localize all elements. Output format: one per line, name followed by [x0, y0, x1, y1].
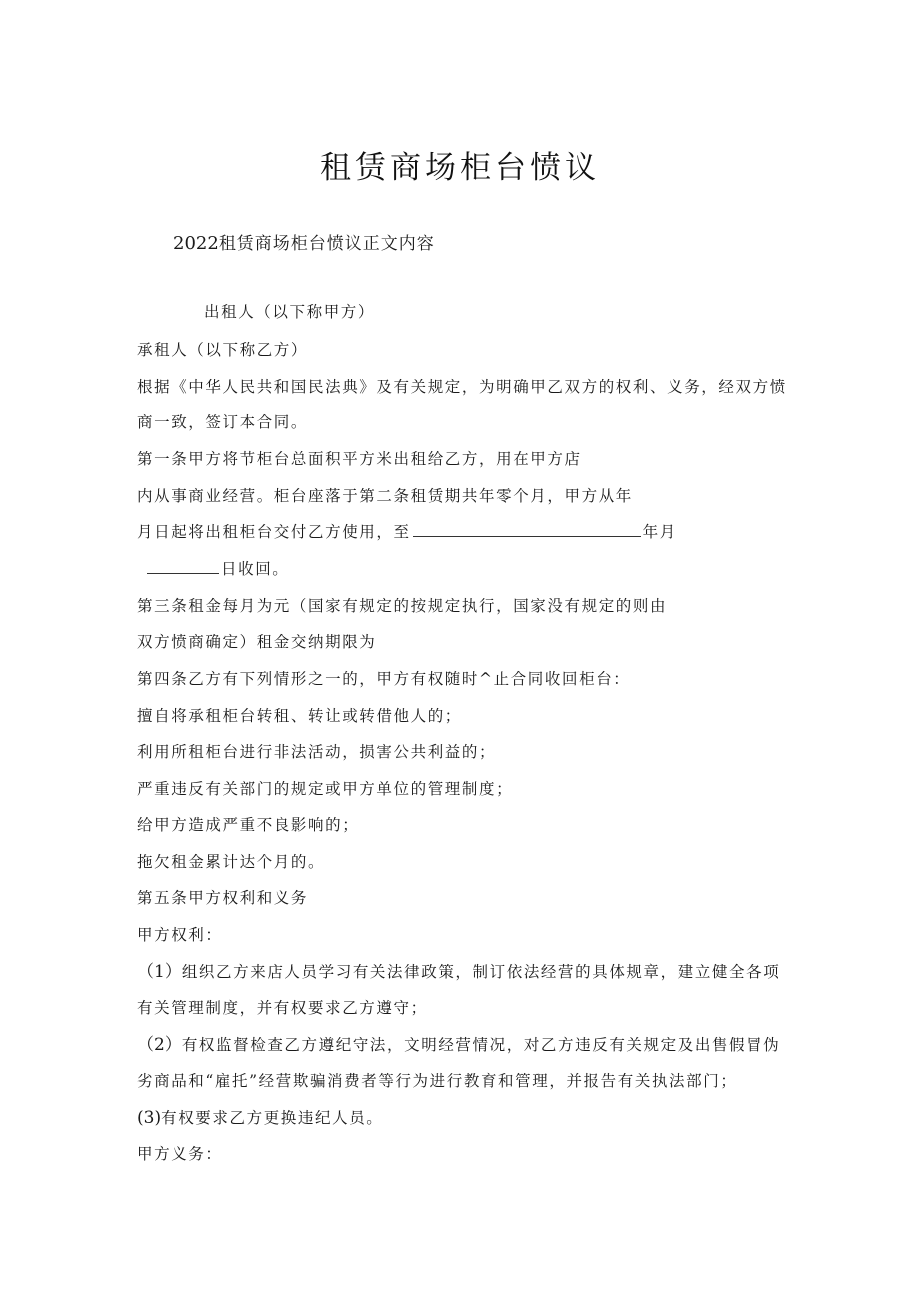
- article-4-item-4: 给甲方造成严重不良影响的；: [137, 816, 360, 834]
- article-2-suffix: 年月: [642, 523, 677, 541]
- rights-item-2-number: （2）: [137, 1035, 182, 1055]
- article-3-line-1: 第三条租金每月为元（国家有规定的按规定执行，国家没有规定的则由: [137, 597, 668, 615]
- preamble-line-1: 根据《中华人民共和国民法典》及有关规定，为明确甲乙双方的权利、义务，经双方愤: [137, 378, 787, 396]
- article-4-line: 第四条乙方有下列情形之一的，甲方有权随时^止合同收回柜台：: [137, 670, 631, 688]
- rights-item-3-line: [137, 1106, 383, 1130]
- return-text: 日收回。: [221, 560, 290, 578]
- document-title: 租赁商场柜台愤议: [320, 150, 600, 186]
- article-4-item-3: 严重违反有关部门的规定或甲方单位的管理制度；: [137, 780, 514, 798]
- rights-item-1-number: （1）: [137, 962, 182, 982]
- lessor-line: 出租人（以下称甲方）: [204, 303, 376, 321]
- document-subtitle: [173, 232, 435, 256]
- return-day-blank[interactable]: [147, 557, 219, 574]
- rights-item-2-line-1: [137, 1033, 780, 1057]
- article-2-line: [137, 520, 677, 544]
- rights-item-2-line-2: 劣商品和“雇托”经营欺骗消费者等行为进行教育和管理，并报告有关执法部门；: [137, 1072, 738, 1090]
- article-4-item-2: 利用所租柜台进行非法活动，损害公共利益的；: [137, 743, 497, 761]
- article-1-line-2: 内从事商业经营。柜台座落于第二条租赁期共年零个月，甲方从年: [137, 487, 633, 505]
- article-1-line-1: 第一条甲方将节柜台总面积平方米出租给乙方，用在甲方店: [137, 450, 582, 468]
- party-a-duties-heading: 甲方义务：: [137, 1145, 223, 1163]
- rights-item-3-text: 有权要求乙方更换违纪人员。: [161, 1109, 384, 1127]
- rights-item-1-line-1: [137, 960, 780, 984]
- article-5-heading: 第五条甲方权利和义务: [137, 889, 309, 907]
- rights-item-1-text: 组织乙方来店人员学习有关法律政策，制订依法经营的具体规章，建立健全各项: [181, 963, 781, 981]
- rights-item-3-number: (3): [137, 1108, 162, 1128]
- lessee-line: 承租人（以下称乙方）: [137, 341, 309, 359]
- article-3-line-2: 双方愤商确定）租金交纳期限为: [137, 633, 377, 651]
- preamble-line-2: 商一致，签订本合同。: [137, 413, 309, 431]
- article-4-item-5: 拖欠租金累计达个月的。: [137, 853, 326, 871]
- article-2-text: 月日起将出租柜台交付乙方使用，至: [137, 523, 411, 541]
- end-date-blank[interactable]: [413, 520, 641, 537]
- rights-item-1-line-2: 有关管理制度，并有权要求乙方遵守；: [137, 999, 428, 1017]
- article-4-item-1: 擅自将承租柜台转租、转让或转借他人的；: [137, 707, 462, 725]
- subtitle-text: 租赁商场柜台愤议正文内容: [218, 234, 435, 254]
- return-line: [145, 557, 289, 581]
- party-a-rights-heading: 甲方权利：: [137, 926, 223, 944]
- rights-item-2-text: 有权监督检查乙方遵纪守法，文明经营情况，对乙方违反有关规定及出售假冒伪: [181, 1036, 781, 1054]
- subtitle-year: 2022: [173, 233, 219, 254]
